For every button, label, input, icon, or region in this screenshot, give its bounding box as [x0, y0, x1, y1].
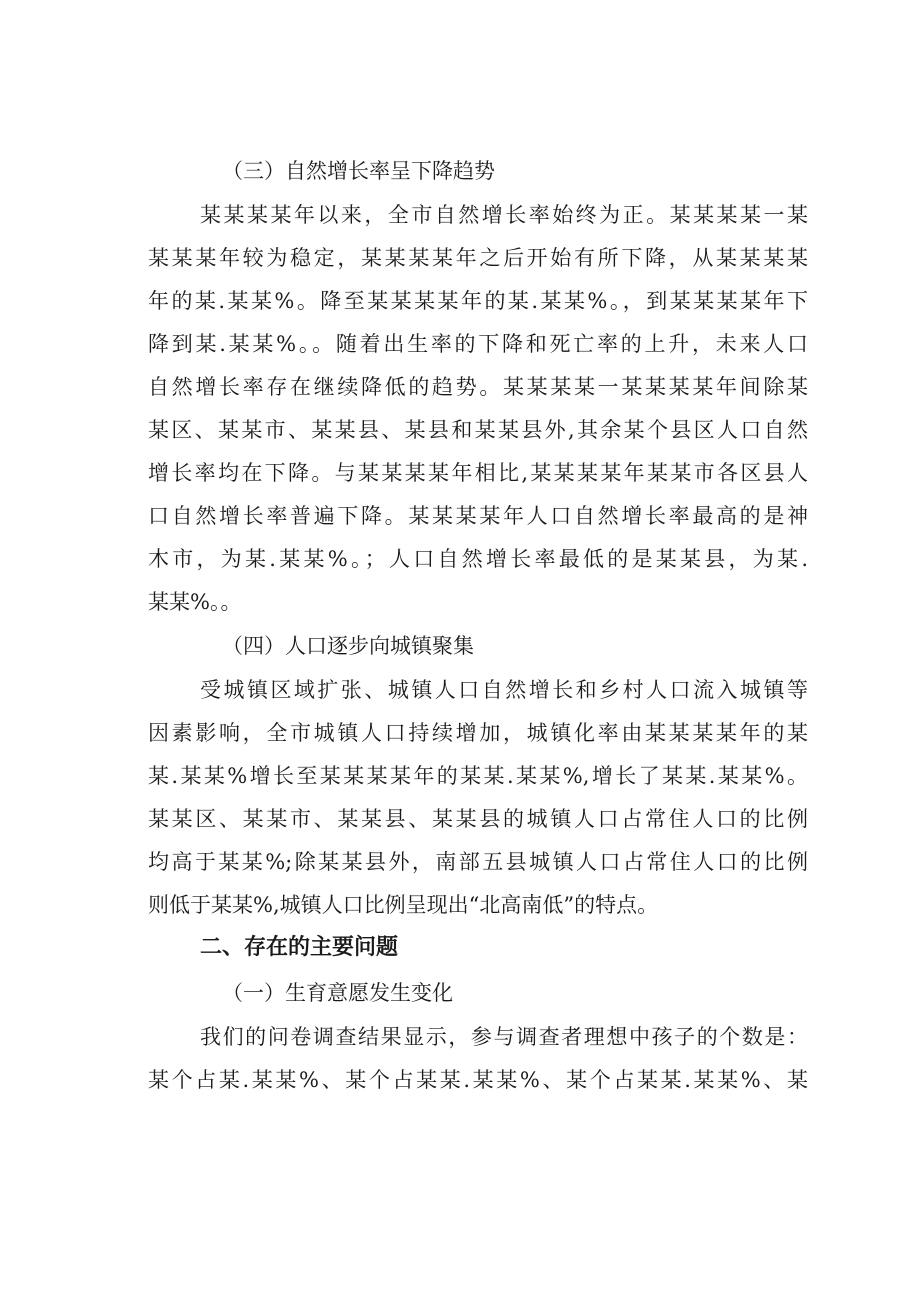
paragraph-line: 某某区、某某市、某某县、某某县的城镇人口占常住人口的比例 [148, 807, 808, 831]
paragraph-line: 我们的问卷调查结果显示，参与调查者理想中孩子的个数是： [200, 1025, 808, 1049]
section-3-heading: （三）自然增长率呈下降趋势 [222, 159, 495, 183]
paragraph-line: 受城镇区域扩张、城镇人口自然增长和乡村人口流入城镇等 [200, 678, 808, 702]
paragraph-line: 则低于某某%,城镇人口比例呈现出“北高南低”的特点。 [148, 893, 659, 917]
paragraph-line: 降到某.某某%。。随着出生率的下降和死亡率的上升，未来人口 [148, 332, 808, 356]
paragraph-line: 木市，为某.某某%。；人口自然增长率最低的是某某县，为某. [148, 547, 808, 571]
section-4-heading: （四）人口逐步向城镇聚集 [222, 634, 474, 658]
paragraph-line: 某某某年较为稳定，某某某某年之后开始有所下降，从某某某某 [148, 246, 808, 270]
paragraph-line: 增长率均在下降。与某某某某年相比,某某某某年某某市各区县人 [148, 461, 808, 485]
paragraph-line: 年的某.某某%。降至某某某某年的某.某某%。，到某某某某年下 [148, 289, 808, 313]
paragraph-line: 某.某某%增长至某某某某年的某某.某某%,增长了某某.某某%。 [148, 764, 808, 788]
paragraph-line: 某个占某.某某%、某个占某某.某某%、某个占某某.某某%、某 [148, 1068, 808, 1092]
paragraph-line: 自然增长率存在继续降低的趋势。某某某某一某某某某年间除某 [148, 375, 808, 399]
paragraph-line: 某区、某某市、某某县、某县和某某县外,其余某个县区人口自然 [148, 418, 808, 442]
paragraph-line: 均高于某某%;除某某县外，南部五县城镇人口占常住人口的比例 [148, 850, 808, 874]
part-2-section-1-heading: （一）生育意愿发生变化 [222, 981, 453, 1005]
paragraph-line: 因素影响，全市城镇人口持续增加，城镇化率由某某某某年的某 [148, 721, 808, 745]
paragraph-line: 口自然增长率普遍下降。某某某某年人口自然增长率最高的是神 [148, 504, 808, 528]
paragraph-line: 某某%。。 [148, 590, 242, 614]
paragraph-line: 某某某某年以来，全市自然增长率始终为正。某某某某一某 [200, 203, 808, 227]
part-2-heading: 二、存在的主要问题 [200, 935, 399, 960]
